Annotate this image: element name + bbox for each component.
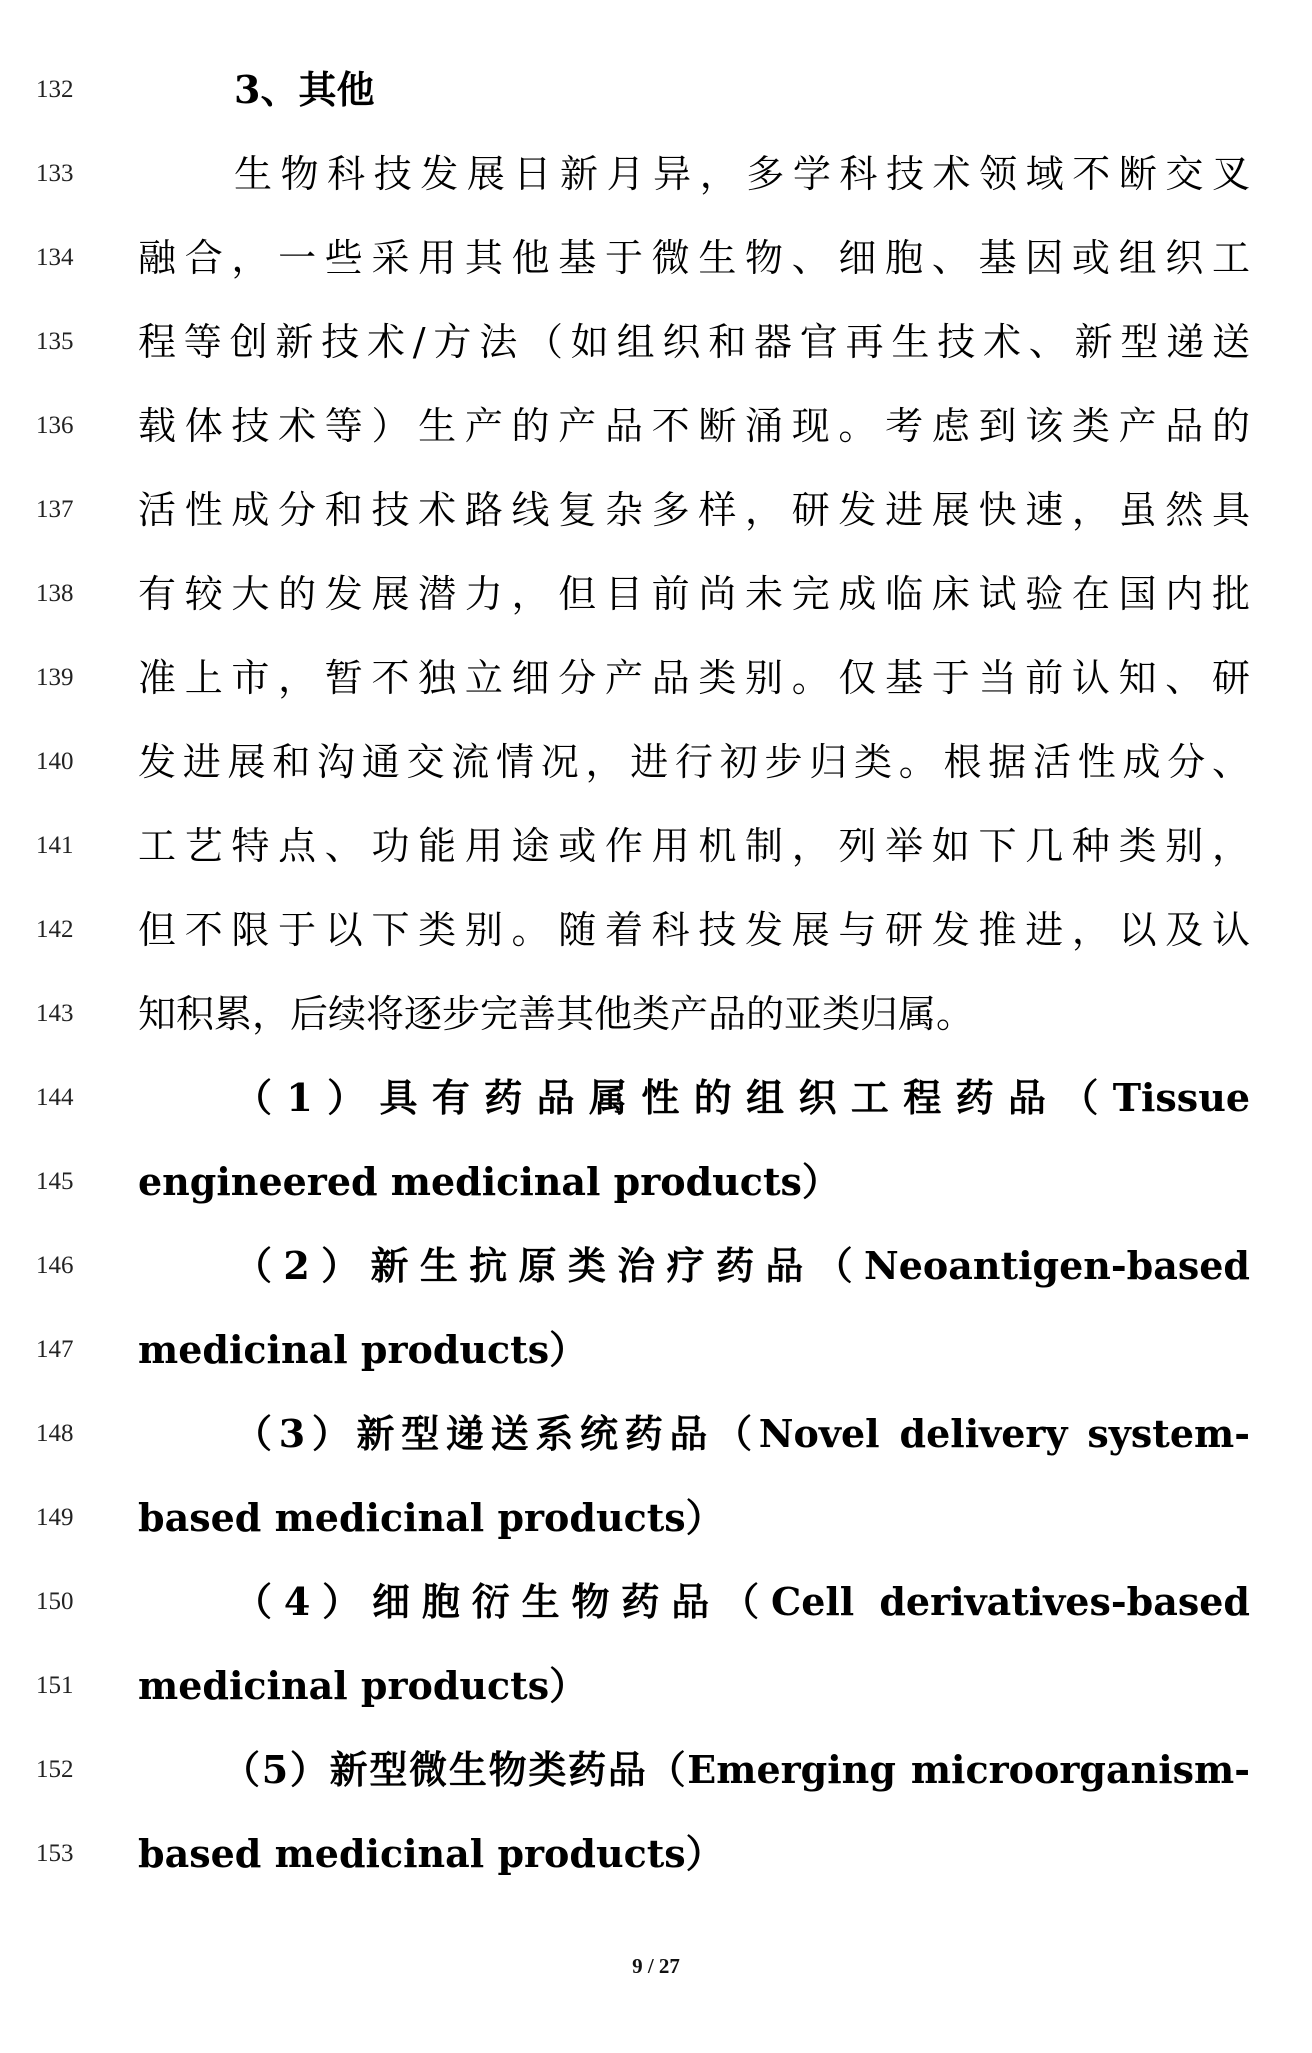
- line-number: 145: [36, 1168, 74, 1195]
- line-152: [0, 1734, 1312, 1818]
- line-number: 143: [36, 1000, 74, 1027]
- line-148: [0, 1398, 1312, 1482]
- line-number: 152: [36, 1756, 74, 1783]
- category-item: （3）新型递送系统药品（Novel delivery system-: [234, 1411, 1250, 1456]
- line-132: [0, 54, 1312, 138]
- line-147: [0, 1314, 1312, 1398]
- category-item: （1）具有药品属性的组织工程药品（Tissue: [234, 1075, 1250, 1120]
- line-number: 142: [36, 916, 74, 943]
- category-item-continuation: medicinal products）: [138, 1663, 588, 1708]
- line-number: 144: [36, 1084, 74, 1111]
- category-item: （4）细胞衍生物药品（Cell derivatives-based: [234, 1579, 1250, 1624]
- line-135: [0, 306, 1312, 390]
- line-133: [0, 138, 1312, 222]
- category-item: （5）新型微生物类药品（Emerging microorganism-: [222, 1747, 1250, 1792]
- line-149: [0, 1482, 1312, 1566]
- page-number: 9 / 27: [632, 1954, 680, 1978]
- line-139: [0, 642, 1312, 726]
- paragraph-line: 发进展和沟通交流情况，进行初步归类。根据活性成分、: [138, 740, 1250, 784]
- line-137: [0, 474, 1312, 558]
- paragraph-line: 知积累，后续将逐步完善其他类产品的亚类归属。: [138, 992, 975, 1036]
- paragraph-line: 准上市，暂不独立细分产品类别。仅基于当前认知、研: [138, 656, 1250, 700]
- line-number: 137: [36, 496, 74, 523]
- line-number: 140: [36, 748, 74, 775]
- line-number: 151: [36, 1672, 74, 1699]
- line-number: 149: [36, 1504, 74, 1531]
- line-number: 138: [36, 580, 74, 607]
- line-150: [0, 1566, 1312, 1650]
- line-146: [0, 1230, 1312, 1314]
- line-145: [0, 1146, 1312, 1230]
- line-number: 146: [36, 1252, 74, 1279]
- line-141: [0, 810, 1312, 894]
- paragraph-line: 载体技术等）生产的产品不断涌现。考虑到该类产品的: [138, 404, 1250, 448]
- line-151: [0, 1650, 1312, 1734]
- line-143: [0, 978, 1312, 1062]
- line-number: 135: [36, 328, 74, 355]
- line-number: 153: [36, 1840, 74, 1867]
- line-142: [0, 894, 1312, 978]
- line-153: [0, 1818, 1312, 1902]
- line-number: 150: [36, 1588, 74, 1615]
- line-144: [0, 1062, 1312, 1146]
- section-heading: 3、其他: [234, 67, 375, 112]
- line-number: 136: [36, 412, 74, 439]
- line-number: 132: [36, 76, 74, 103]
- paragraph-line: 生物科技发展日新月异，多学科技术领域不断交叉: [234, 152, 1250, 196]
- line-136: [0, 390, 1312, 474]
- line-138: [0, 558, 1312, 642]
- line-number: 139: [36, 664, 74, 691]
- paragraph-line: 融合，一些采用其他基于微生物、细胞、基因或组织工: [138, 236, 1250, 280]
- line-number: 147: [36, 1336, 74, 1363]
- line-134: [0, 222, 1312, 306]
- category-item-continuation: engineered medicinal products）: [138, 1159, 840, 1204]
- category-item: （2）新生抗原类治疗药品（Neoantigen-based: [234, 1243, 1250, 1288]
- line-number: 141: [36, 832, 74, 859]
- line-number: 148: [36, 1420, 74, 1447]
- line-140: [0, 726, 1312, 810]
- category-item-continuation: based medicinal products）: [138, 1495, 724, 1540]
- paragraph-line: 但不限于以下类别。随着科技发展与研发推进，以及认: [138, 908, 1250, 952]
- paragraph-line: 工艺特点、功能用途或作用机制，列举如下几种类别，: [138, 824, 1250, 868]
- line-number: 133: [36, 160, 74, 187]
- category-item-continuation: based medicinal products）: [138, 1831, 724, 1876]
- line-number: 134: [36, 244, 74, 271]
- category-item-continuation: medicinal products）: [138, 1327, 588, 1372]
- paragraph-line: 有较大的发展潜力，但目前尚未完成临床试验在国内批: [138, 572, 1250, 616]
- paragraph-line: 程等创新技术/方法（如组织和器官再生技术、新型递送: [138, 320, 1250, 364]
- paragraph-line: 活性成分和技术路线复杂多样，研发进展快速，虽然具: [138, 488, 1250, 532]
